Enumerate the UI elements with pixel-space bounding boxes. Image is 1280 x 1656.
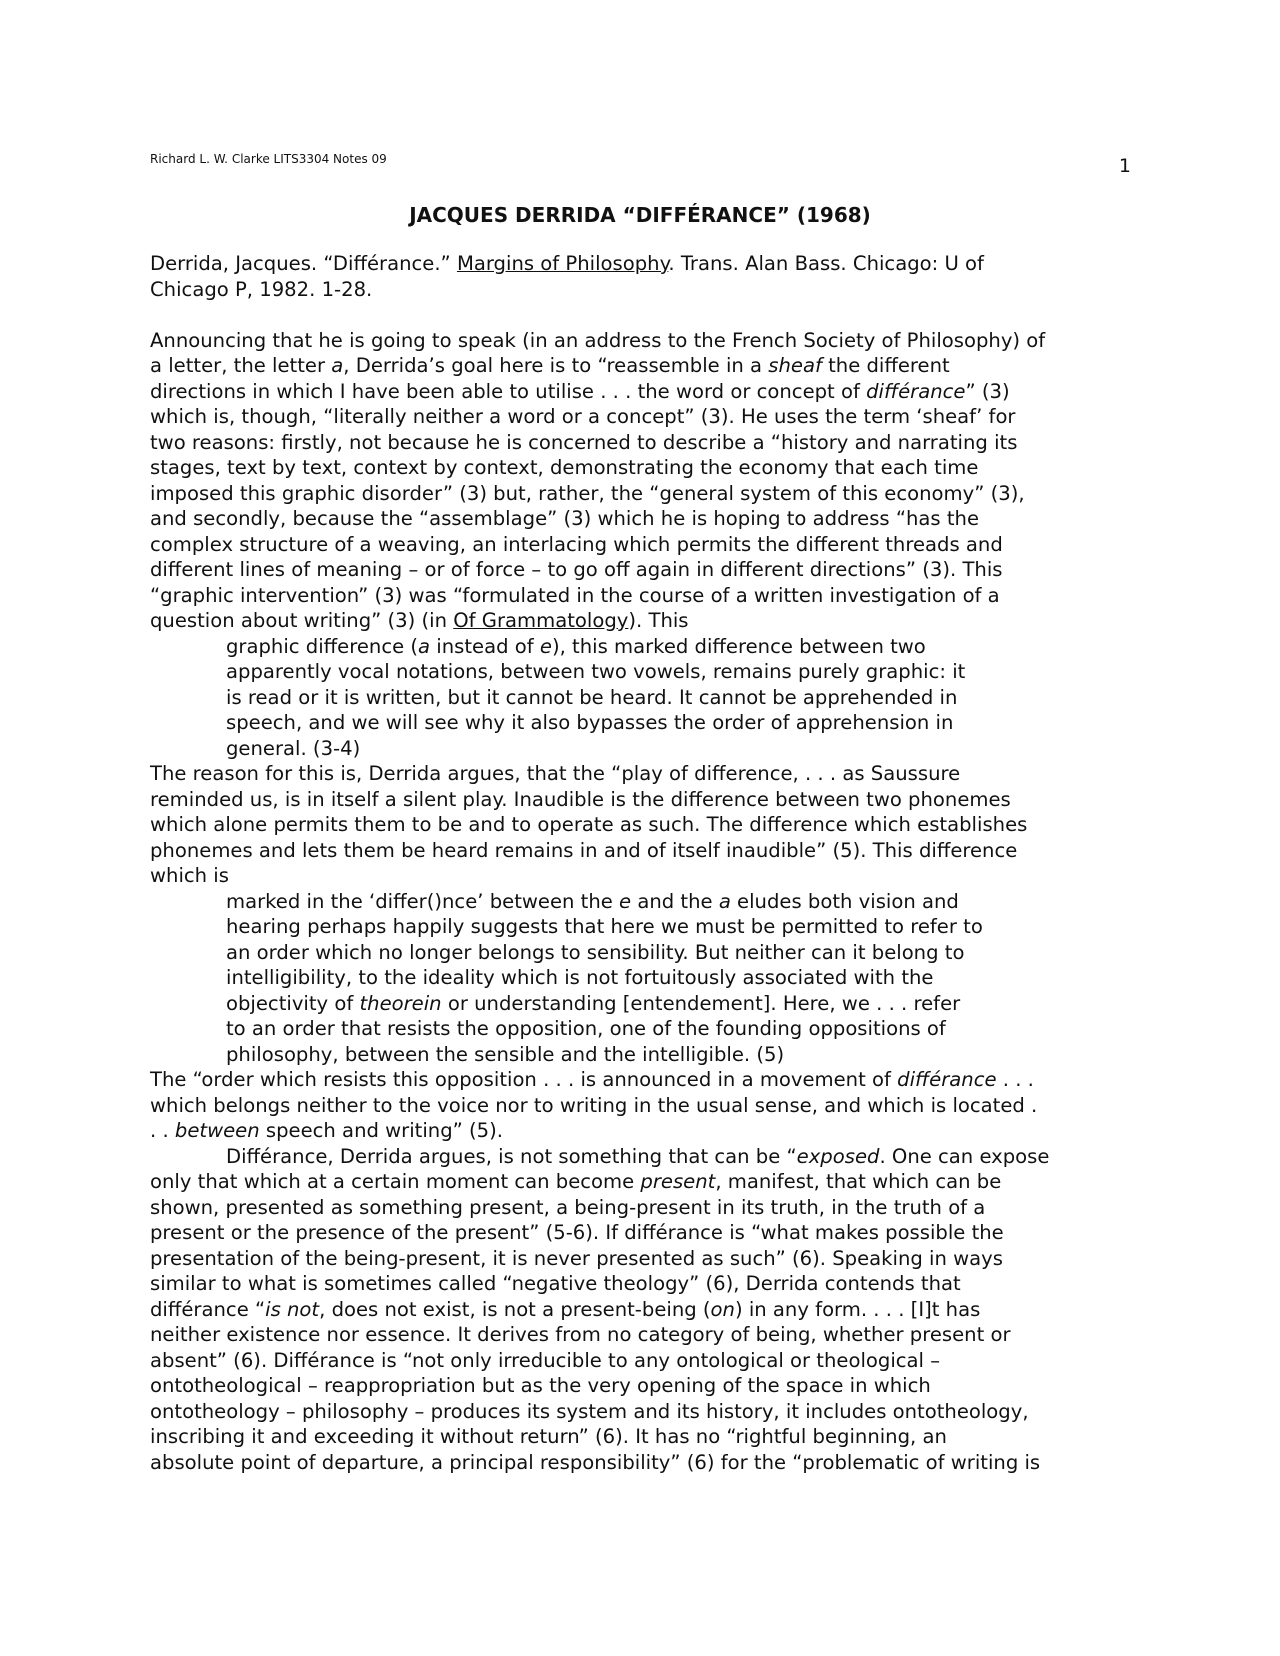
text-line: reminded us, is in itself a silent play. Inaudible is the difference between two phonemes [150,787,1011,811]
text-line: which is, though, “literally neither a word or a concept” (3). He uses the term ‘sheaf’ for [150,405,1016,428]
text-line: Derrida, Jacques. “Différance.” Margins of Philosophy. Trans. Alan Bass. Chicago: U of [150,252,984,275]
text-line: complex structure of a weaving, an interlacing which permits the different threads and [150,532,1003,556]
text-line: ontotheological – reappropriation but as the very opening of the space in which [150,1374,931,1397]
text-line: graphic difference (a instead of e), this marked difference between two [226,634,926,658]
text-line: which alone permits them to be and to operate as such. The difference which establishes [150,813,1028,836]
text-line: différance “is not, does not exist, is not a present-being (on) in any form. . . . [I]t has [150,1297,981,1321]
text-line: and secondly, because the “assemblage” (3) which he is hoping to address “has the [150,507,980,530]
paragraph [150,1067,1140,1144]
block-quote [150,634,1140,762]
text-line: imposed this graphic disorder” (3) but, rather, the “general system of this economy” (3), [150,481,1025,505]
text-line: general. (3-4) [226,736,361,760]
text-line: to an order that resists the opposition, one of the founding oppositions of [226,1017,946,1040]
text-line: only that which at a certain moment can become present, manifest, that which can be [150,1170,1002,1193]
text-line: an order which no longer belongs to sensibility. But neither can it belong to [226,940,965,964]
text-line: is read or it is written, but it cannot be heard. It cannot be apprehended in [226,685,958,709]
text-line: marked in the ‘differ()nce’ between the e and the a eludes both vision and [226,889,959,913]
citation [150,251,1140,302]
text-line: “graphic intervention” (3) was “formulated in the course of a written investigation of a [150,583,1000,607]
book-title: Of Grammatology [453,609,629,632]
book-title: Margins of Philosophy [456,252,669,275]
block-quote [150,889,1140,1068]
running-head: Richard L. W. Clarke LITS3304 Notes 09 [150,152,387,166]
text-line: similar to what is sometimes called “negative theology” (6), Derrida contends that [150,1272,961,1295]
text-line: The “order which resists this opposition . . . is announced in a movement of différance . . . [150,1068,1034,1091]
text-line: neither existence nor essence. It derives from no category of being, whether present or [150,1323,1011,1346]
text-line: a letter, the letter a, Derrida’s goal here is to “reassemble in a sheaf the different [150,354,950,377]
text-line: objectivity of theorein or understanding [entendement]. Here, we . . . refer [226,991,961,1015]
paragraph [150,1144,1140,1476]
text-line: question about writing” (3) (in Of Grammatology). This [150,609,689,632]
text-line: apparently vocal notations, between two vowels, remains purely graphic: it [226,660,966,683]
document-title: JACQUES DERRIDA “DIFFÉRANCE” (1968) [409,203,871,227]
text-line: shown, presented as something present, a being-present in its truth, in the truth of a [150,1195,986,1219]
text-line: inscribing it and exceeding it without return” (6). It has no “rightful beginning, an [150,1425,947,1448]
text-line: philosophy, between the sensible and the intelligible. (5) [226,1042,785,1066]
text-line: ontotheology – philosophy – produces its system and its history, it includes ontotheology, [150,1399,1029,1423]
paragraph [150,761,1140,889]
document-body [150,251,1140,1475]
text-line: Chicago P, 1982. 1-28. [150,277,373,301]
text-line: presentation of the being-present, it is never presented as such” (6). Speaking in ways [150,1246,1003,1270]
text-line: Différance, Derrida argues, is not something that can be “exposed. One can expose [226,1144,1050,1168]
text-line: absolute point of departure, a principal responsibility” (6) for the “problematic of writing is [150,1450,1041,1474]
text-line: present or the presence of the present” (5-6). If différance is “what makes possible the [150,1221,1004,1244]
text-line: directions in which I have been able to utilise . . . the word or concept of différance” (3) [150,379,1010,403]
text-line: intelligibility, to the ideality which is not fortuitously associated with the [226,966,934,989]
text-line: . . between speech and writing” (5). [150,1119,504,1142]
text-line: phonemes and lets them be heard remains in and of itself inaudible” (5). This difference [150,838,1018,862]
text-line: The reason for this is, Derrida argues, that the “play of difference, . . . as Saussure [150,762,961,785]
text-line: Announcing that he is going to speak (in an address to the French Society of Philosophy) of [150,328,1046,352]
text-line: absent” (6). Différance is “not only irreducible to any ontological or theological – [150,1348,941,1372]
text-line: stages, text by text, context by context, demonstrating the economy that each time [150,456,979,479]
text-line: hearing perhaps happily suggests that here we must be permitted to refer to [226,915,983,938]
text-line: which is [150,864,229,887]
paragraph [150,328,1140,634]
text-line: which belongs neither to the voice nor to writing in the usual sense, and which is located . [150,1093,1038,1117]
blank-line [150,302,1140,328]
text-line: speech, and we will see why it also bypasses the order of apprehension in [226,711,954,734]
text-line: two reasons: firstly, not because he is concerned to describe a “history and narrating its [150,430,1018,454]
page-number: 1 [1118,155,1131,177]
text-line: different lines of meaning – or of force – to go off again in different directions” (3). This [150,558,1003,581]
